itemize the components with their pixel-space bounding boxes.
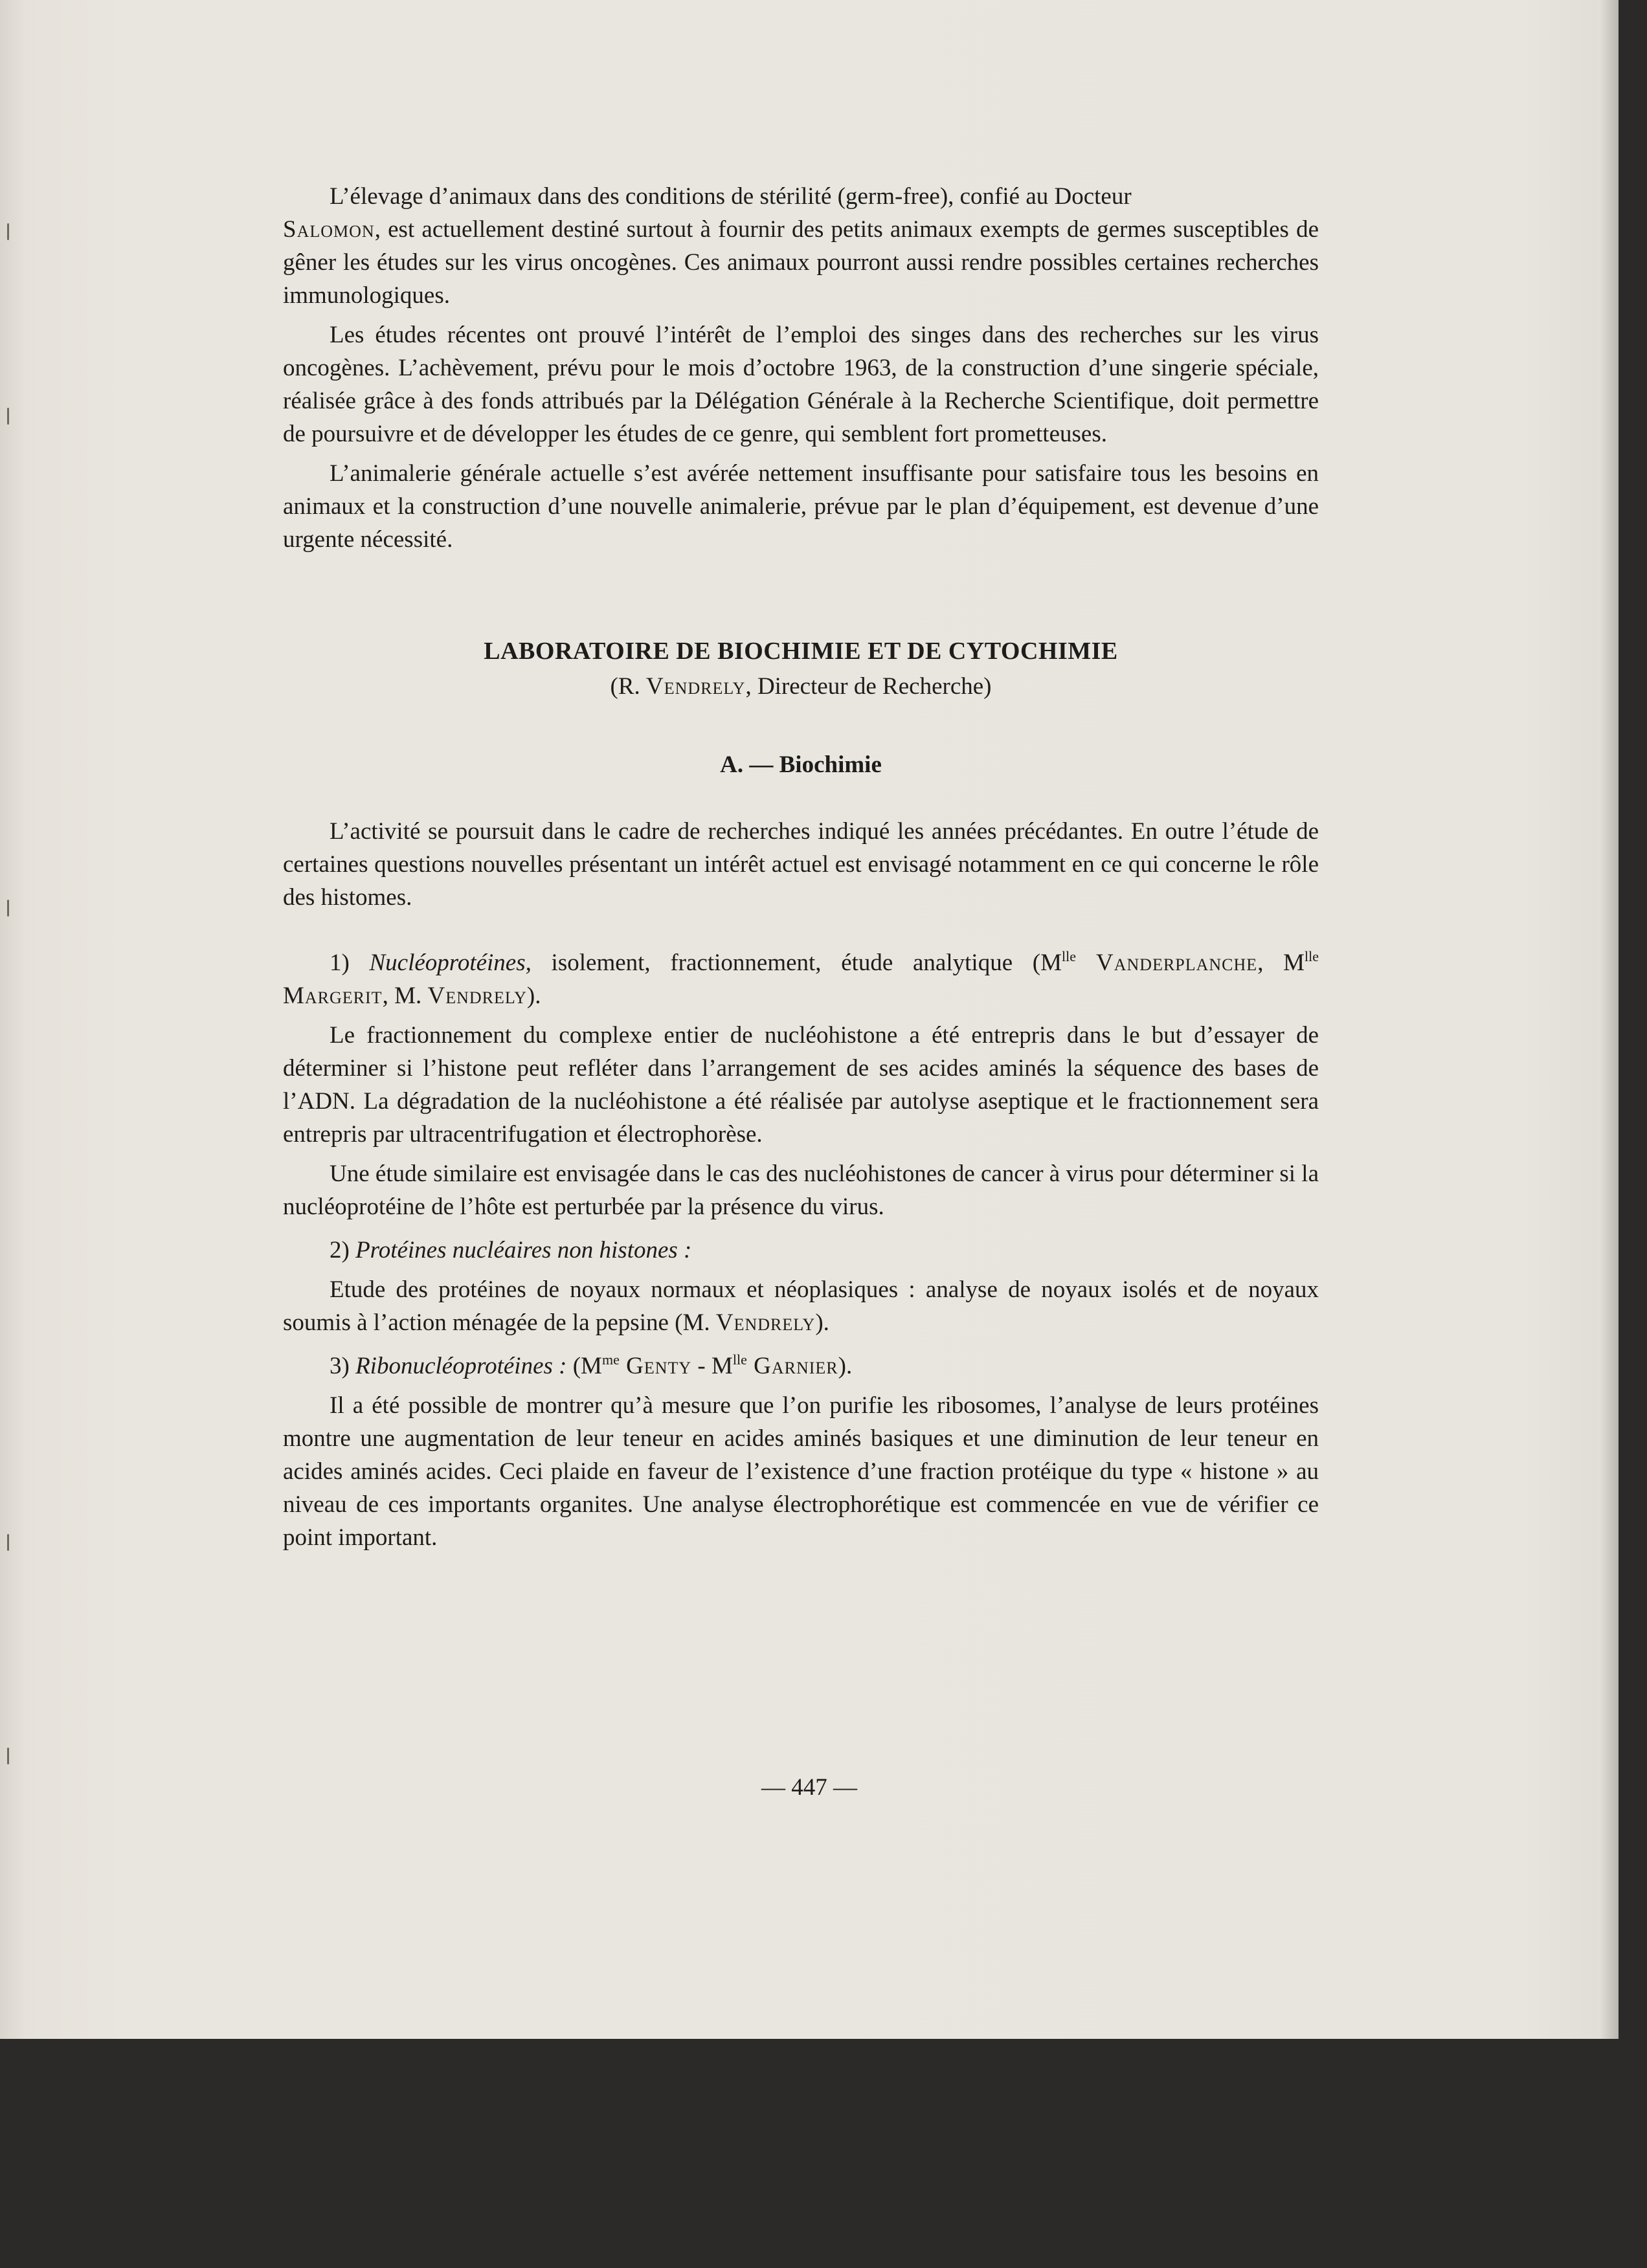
item-title: Protéines nucléaires non histones : [355, 1237, 692, 1263]
title-superscript: lle [732, 1351, 747, 1368]
person-name: Vendrely [646, 673, 746, 700]
binding-mark [4, 408, 13, 426]
person-name: Salomon [283, 216, 375, 243]
director-role: , Directeur de Recherche) [745, 673, 992, 700]
intro-paragraph: Les études récentes ont prouvé l’intérêt de l’emploi des singes dans des recherches sur les virus oncogènes. L’achèvement, prévu pour le mois d’octobre 1963, de la construction d’une singerie spéciale, réalisée grâce à des fonds attribués par la Délégation Générale à la Recherche Scientifique, doit permettre de poursuivre et de développer les études de ce genre, qui semblent fort prometteuses. [283, 322, 1319, 447]
item-number: 1) [330, 950, 370, 976]
title-superscript: lle [1305, 948, 1319, 964]
person-name: Vendrely [427, 983, 527, 1009]
page-body [283, 180, 1319, 1561]
paragraph-text: Etude des protéines de noyaux normaux et néoplasiques : analyse de noyaux isolés et de noyaux soumis à l’action ménagée de la pepsine (M. [283, 1276, 1319, 1336]
intro-text: L’élevage d’animaux dans des conditions de stérilité (germ-free), confié au Docteur [330, 183, 1132, 210]
body-paragraph: Il a été possible de montrer qu’à mesure que l’on purifie les ribosomes, l’analyse de leurs protéines montre une augmentation de leur teneur en acides aminés basiques et une diminution de leur teneur en acides aminés acides. Ceci plaide en faveur de l’existence d’une fraction protéique du type « histone » au niveau de ces importants organites. Une analyse électrophorétique est commencée en vue de vérifier ce point important. [283, 1392, 1319, 1551]
item-title: Nucléoprotéines, [369, 950, 532, 976]
body-paragraph [283, 1273, 1319, 1339]
intro-paragraph [283, 180, 1319, 312]
binding-mark [4, 1534, 13, 1552]
body-paragraph: Une étude similaire est envisagée dans le cas des nucléohistones de cancer à virus pour déterminer si la nucléoprotéine de l’hôte est perturbée par la présence du virus. [283, 1161, 1319, 1220]
section-title [283, 748, 1319, 781]
person-name: Vanderplanche [1076, 950, 1258, 976]
item-title: Ribonucléoprotéines : [355, 1353, 567, 1379]
director-prefix: (R. [610, 673, 646, 700]
closing-paren: ). [526, 983, 541, 1009]
item-heading [283, 1234, 1319, 1267]
intro-text: , est actuellement destiné surtout à fournir des petits animaux exempts de germes susceptibles de gêner les études sur les virus oncogènes. Ces animaux pourront aussi rendre possibles certaines recherches immunologiques. [283, 216, 1319, 309]
binding-mark [4, 900, 13, 918]
separator: - M [691, 1353, 733, 1379]
person-name: Garnier [746, 1353, 838, 1379]
section-intro: L’activité se poursuit dans le cadre de recherches indiqué les années précédantes. En outre l’étude de certaines questions nouvelles présentant un intérêt actuel est envisagé notamment en ce qui concerne le rôle des histomes. [283, 818, 1319, 911]
body-paragraph: Le fractionnement du complexe entier de nucléohistone a été entrepris dans le but d’essayer de déterminer si l’histone peut refléter dans l’arrangement de ses acides aminés la séquence des bases de l’ADN. La dégradation de la nucléohistone a été réalisée par autolyse aseptique et le fractionnement sera entrepris par ultracentrifugation et électrophorèse. [283, 1022, 1319, 1148]
page-edge-shadow [1599, 0, 1619, 2039]
closing-paren: ). [815, 1309, 829, 1336]
intro-paragraph: L’animalerie générale actuelle s’est avérée nettement insuffisante pour satisfaire tous les besoins en animaux et la construction d’une nouvelle animalerie, prévue par le plan d’équipement, est devenue d’une urgente nécessité. [283, 460, 1319, 553]
item-number: 3) [330, 1353, 356, 1379]
item-text: isolement, fractionnement, étude analytique (M [531, 950, 1062, 976]
lab-director [283, 670, 1319, 703]
section-name: Biochimie [779, 751, 882, 778]
title-superscript: lle [1062, 948, 1077, 964]
item-number: 2) [330, 1237, 356, 1263]
item-text: (M [566, 1353, 602, 1379]
lab-title: LABORATOIRE DE BIOCHIMIE ET DE CYTOCHIMIE [484, 638, 1118, 665]
item-heading [283, 946, 1319, 1012]
section-prefix: A. — [720, 751, 779, 778]
separator: , M. [382, 983, 428, 1009]
binding-mark [4, 223, 13, 241]
separator: , M [1257, 950, 1305, 976]
title-superscript: me [601, 1351, 620, 1368]
page-number: — 447 — [761, 1774, 857, 1801]
item-heading [283, 1350, 1319, 1383]
person-name: Margerit [283, 983, 383, 1009]
person-name: Vendrely [715, 1309, 816, 1336]
person-name: Genty [619, 1353, 692, 1379]
binding-mark [4, 1748, 13, 1766]
closing-paren: ). [838, 1353, 853, 1379]
